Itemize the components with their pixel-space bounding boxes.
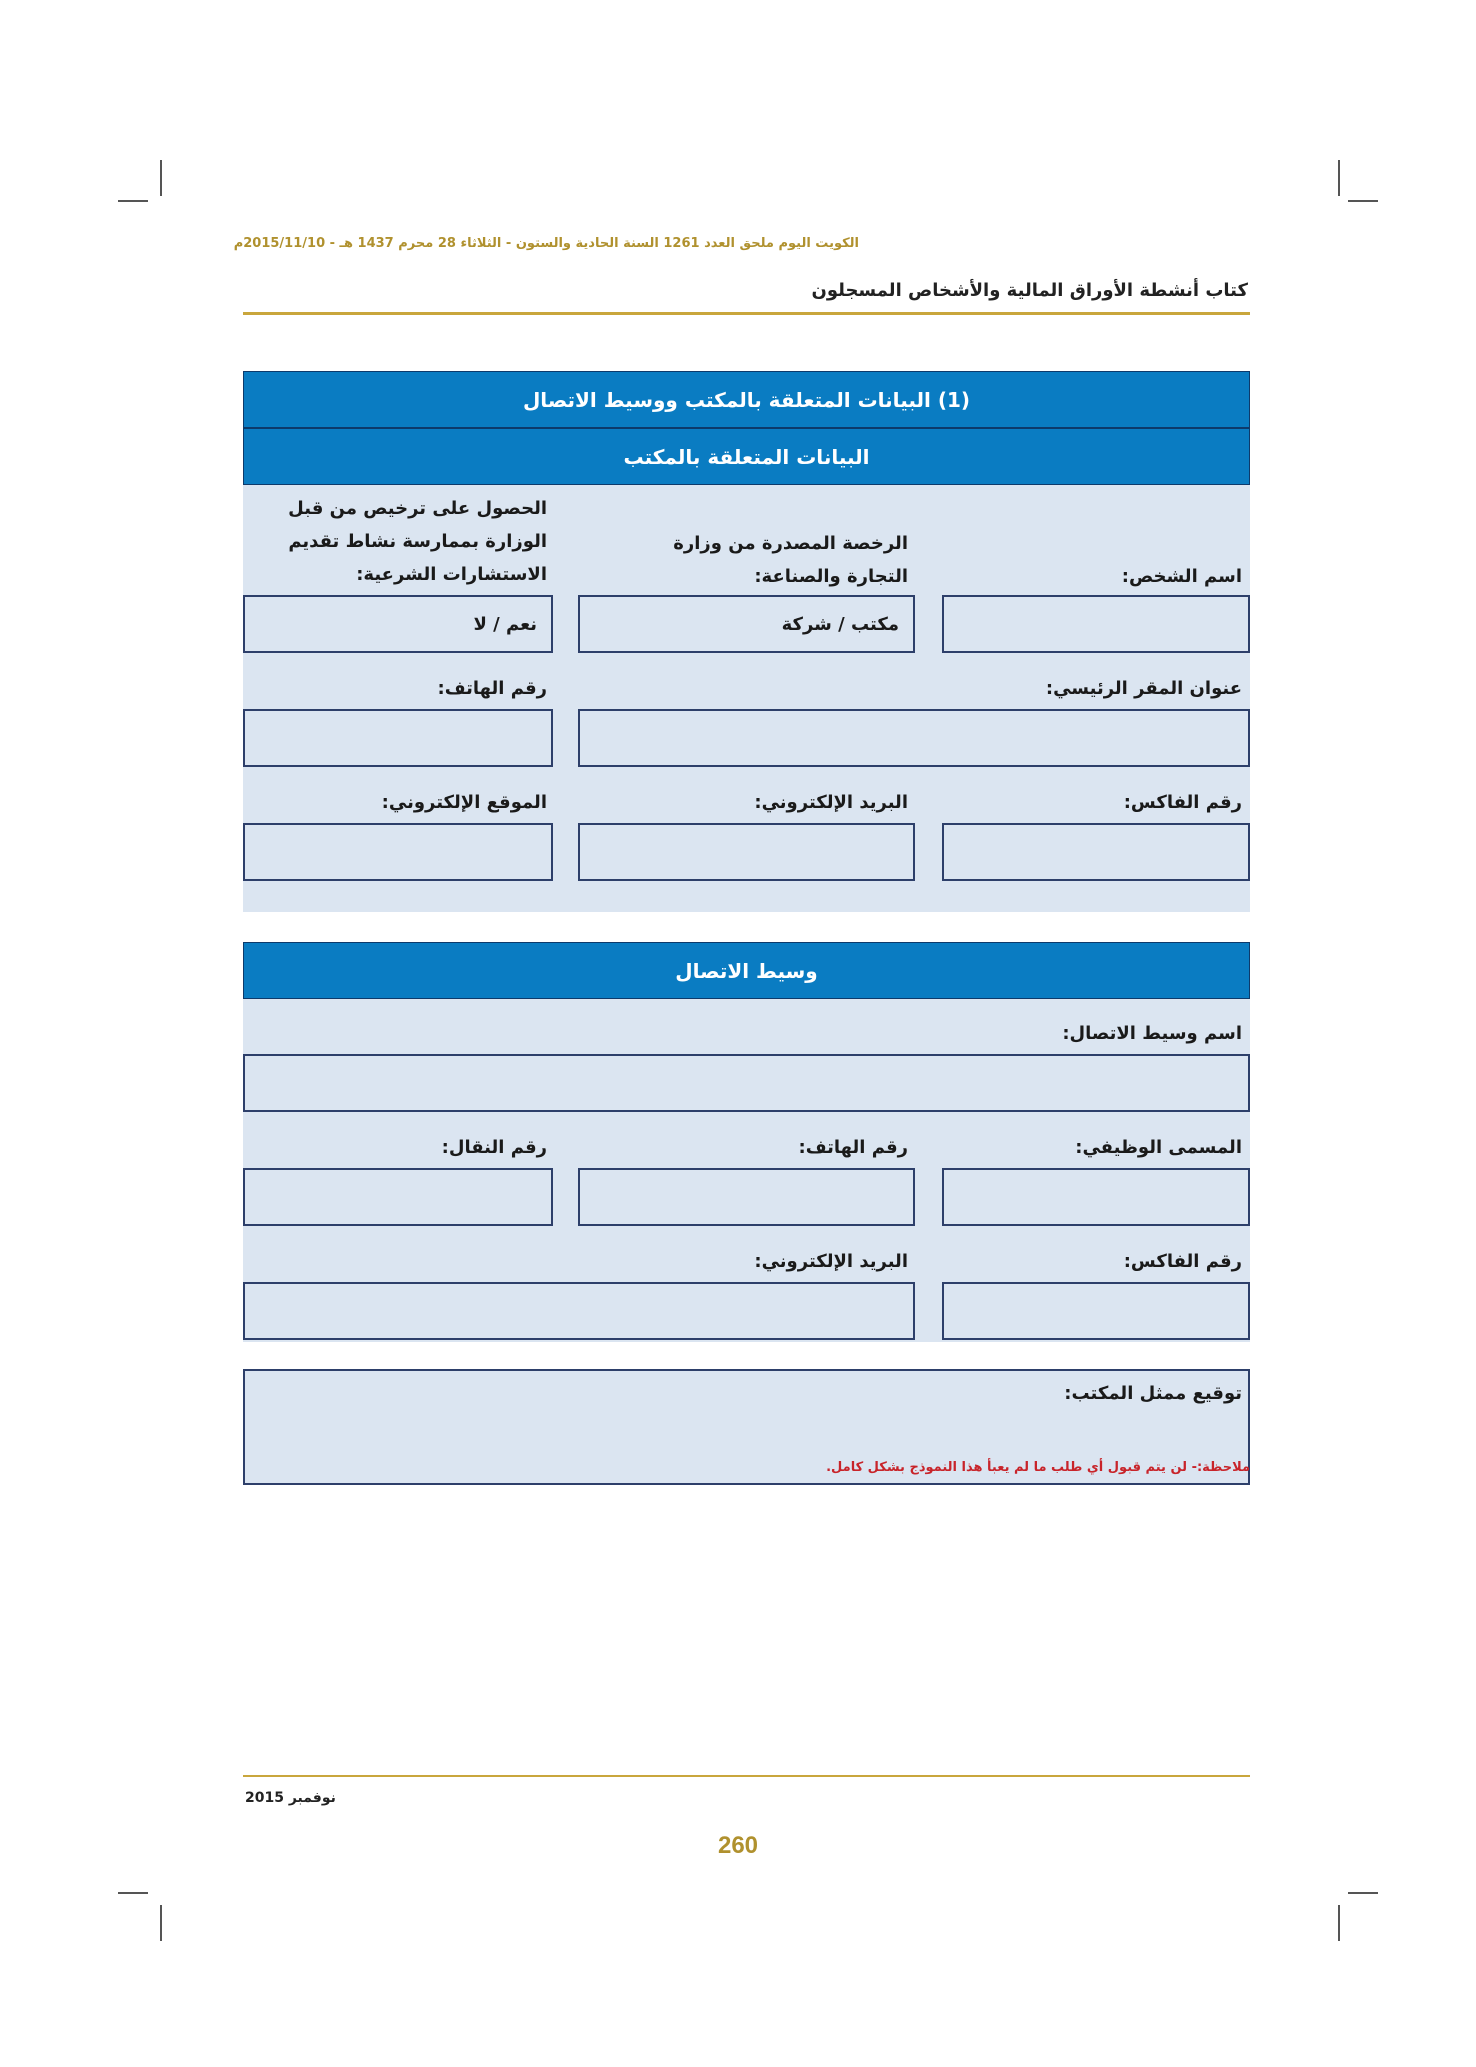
crop-mark <box>1348 200 1378 202</box>
website-label: الموقع الإلكتروني: <box>381 792 547 813</box>
sharia-license-value: نعم / لا <box>473 613 537 635</box>
crop-mark <box>1348 1892 1378 1894</box>
person-name-input[interactable] <box>942 595 1250 653</box>
contact-phone-input[interactable] <box>578 1168 915 1226</box>
office-fax-label: رقم الفاكس: <box>1123 792 1242 813</box>
person-name-label: اسم الشخص: <box>1121 566 1242 587</box>
office-email-input[interactable] <box>578 823 915 881</box>
section-gap <box>243 912 1250 942</box>
crop-mark <box>118 200 148 202</box>
contact-section-title: وسيط الاتصال <box>243 942 1250 999</box>
contact-email-label: البريد الإلكتروني: <box>754 1251 908 1272</box>
office-phone-input[interactable] <box>243 709 553 767</box>
license-value: مكتب / شركة <box>781 613 899 635</box>
crop-mark <box>118 1892 148 1894</box>
completion-note: ملاحظة:- لن يتم قبول أي طلب ما لم يعبأ هذا النموذج بشكل كامل. <box>826 1460 1250 1475</box>
office-phone-label: رقم الهاتف: <box>437 678 547 699</box>
license-label: الرخصة المصدرة من وزارة التجارة والصناعة: <box>673 533 908 587</box>
crop-mark <box>160 160 162 196</box>
section-gap <box>243 1342 1250 1369</box>
page-number: 260 <box>717 1832 759 1859</box>
mobile-label: رقم النقال: <box>441 1137 547 1158</box>
office-fax-input[interactable] <box>942 823 1250 881</box>
publication-line: الكويت اليوم ملحق العدد 1261 السنة الحادية والستون - الثلاثاء 28 محرم 1437 هـ - 2015/11/10م <box>233 236 859 251</box>
contact-section-panel <box>243 999 1250 1342</box>
contact-name-label: اسم وسيط الاتصال: <box>1062 1023 1242 1044</box>
crop-mark <box>160 1905 162 1941</box>
hq-address-input[interactable] <box>578 709 1250 767</box>
sharia-license-label: الحصول على ترخيص من قبل الوزارة بممارسة نشاط تقديم الاستشارات الشرعية: <box>288 498 547 585</box>
header-rule <box>243 312 1250 315</box>
footer-rule <box>243 1775 1250 1777</box>
hq-address-label: عنوان المقر الرئيسي: <box>1045 678 1242 699</box>
office-section-title: البيانات المتعلقة بالمكتب <box>243 428 1250 485</box>
contact-phone-label: رقم الهاتف: <box>798 1137 908 1158</box>
footer-date: نوفمبر 2015 <box>245 1790 336 1806</box>
job-title-label: المسمى الوظيفي: <box>1075 1137 1242 1158</box>
office-email-label: البريد الإلكتروني: <box>754 792 908 813</box>
registration-form <box>243 371 1250 1485</box>
sharia-license-input[interactable] <box>243 595 553 653</box>
office-section-panel <box>243 485 1250 912</box>
book-title: كتاب أنشطة الأوراق المالية والأشخاص المسجلون <box>811 280 1248 301</box>
job-title-input[interactable] <box>942 1168 1250 1226</box>
contact-email-input[interactable] <box>243 1282 915 1340</box>
crop-mark <box>1338 160 1340 196</box>
contact-fax-label: رقم الفاكس: <box>1123 1251 1242 1272</box>
contact-name-input[interactable] <box>243 1054 1250 1112</box>
crop-mark <box>1338 1905 1340 1941</box>
contact-fax-input[interactable] <box>942 1282 1250 1340</box>
website-input[interactable] <box>243 823 553 881</box>
license-input[interactable] <box>578 595 915 653</box>
form-main-title: (1) البيانات المتعلقة بالمكتب ووسيط الاتصال <box>243 371 1250 428</box>
signature-label: توقيع ممثل المكتب: <box>1064 1383 1242 1404</box>
mobile-input[interactable] <box>243 1168 553 1226</box>
